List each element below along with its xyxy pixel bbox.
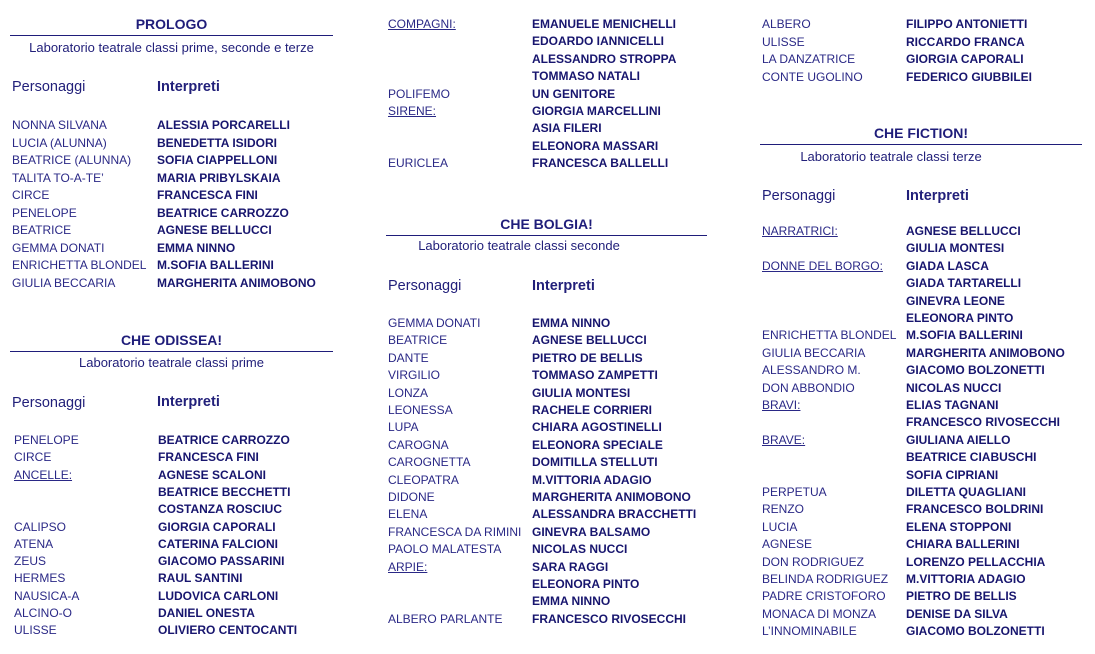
character-name: BEATRICE — [388, 333, 448, 347]
performer-name: ALESSIA PORCARELLI — [157, 118, 290, 132]
character-name: EURICLEA — [388, 156, 449, 170]
character-name: CLEOPATRA — [388, 473, 459, 487]
performer-name: AGNESE BELLUCCI — [157, 223, 272, 237]
performer-name: M.VITTORIA ADAGIO — [906, 572, 1026, 586]
character-name: VIRGILIO — [388, 368, 441, 382]
bolgia-header-role: Personaggi — [388, 278, 462, 294]
character-name: PERPETUA — [762, 485, 827, 499]
character-name: SIRENE: — [388, 104, 437, 118]
performer-name: GIULIA MONTESI — [906, 241, 1005, 255]
character-name: DON RODRIGUEZ — [762, 555, 864, 569]
performer-name: FRANCESCO RIVOSECCHI — [532, 612, 687, 626]
character-name: CALIPSO — [14, 520, 67, 534]
performer-name: UN GENITORE — [532, 87, 616, 101]
performer-name: FRANCESCO BOLDRINI — [906, 502, 1044, 516]
performer-name: GINEVRA LEONE — [906, 294, 1005, 308]
performer-name: GINEVRA BALSAMO — [532, 525, 651, 539]
fiction-rule — [760, 144, 1082, 145]
performer-name: GIACOMO BOLZONETTI — [906, 624, 1045, 638]
performer-name: CATERINA FALCIONI — [158, 537, 278, 551]
performer-name: ASIA FILERI — [532, 121, 602, 135]
character-name: L’INNOMINABILE — [762, 624, 857, 638]
odissea-rule — [10, 351, 333, 352]
performer-name: TOMMASO ZAMPETTI — [532, 368, 658, 382]
character-name: ZEUS — [14, 554, 47, 568]
performer-name: DANIEL ONESTA — [158, 606, 255, 620]
character-name: COMPAGNI: — [388, 17, 456, 31]
character-name: ENRICHETTA BLONDEL — [12, 258, 147, 272]
performer-name: CHIARA AGOSTINELLI — [532, 420, 662, 434]
character-name: ANCELLE: — [14, 468, 73, 482]
character-name: BEATRICE — [12, 223, 72, 237]
performer-name: GIULIANA AIELLO — [906, 433, 1011, 447]
character-name: LEONESSA — [388, 403, 453, 417]
character-name: ALESSANDRO M. — [762, 363, 861, 377]
character-name: ENRICHETTA BLONDEL — [762, 328, 897, 342]
fiction-subtitle: Laboratorio teatrale classi terze — [800, 149, 982, 164]
performer-name: FILIPPO ANTONIETTI — [906, 17, 1028, 31]
performer-name: ALESSANDRO STROPPA — [532, 52, 677, 66]
performer-name: CHIARA BALLERINI — [906, 537, 1020, 551]
performer-name: BEATRICE CARROZZO — [158, 433, 290, 447]
performer-name: GIORGIA CAPORALI — [906, 52, 1024, 66]
bolgia-subtitle: Laboratorio teatrale classi seconde — [418, 238, 620, 253]
performer-name: LUDOVICA CARLONI — [158, 589, 279, 603]
prologo-title: PROLOGO — [135, 16, 208, 32]
prologo-header-role: Personaggi — [12, 79, 86, 95]
performer-name: AGNESE BELLUCCI — [906, 224, 1021, 238]
performer-name: GIORGIA MARCELLINI — [532, 104, 661, 118]
performer-name: FRANCESCA BALLELLI — [532, 156, 669, 170]
performer-name: ELEONORA PINTO — [532, 577, 640, 591]
character-name: ALBERO — [762, 17, 811, 31]
performer-name: SOFIA CIAPPELLONI — [157, 153, 278, 167]
character-name: LUPA — [388, 420, 419, 434]
odissea-title: CHE ODISSEA! — [120, 332, 223, 348]
character-name: BEATRICE (ALUNNA) — [12, 153, 132, 167]
performer-name: SARA RAGGI — [532, 560, 609, 574]
character-name: BELINDA RODRIGUEZ — [762, 572, 889, 586]
performer-name: FRANCESCO RIVOSECCHI — [906, 415, 1061, 429]
performer-name: FRANCESCA FINI — [157, 188, 258, 202]
character-name: ARPIE: — [388, 560, 428, 574]
character-name: ALCINO-O — [14, 606, 73, 620]
performer-name: TOMMASO NATALI — [532, 69, 640, 83]
character-name: NARRATRICI: — [762, 224, 838, 238]
character-name: LA DANZATRICE — [762, 52, 856, 66]
performer-name: COSTANZA ROSCIUC — [158, 502, 282, 516]
performer-name: ELIAS TAGNANI — [906, 398, 999, 412]
character-name: GEMMA DONATI — [388, 316, 481, 330]
bolgia-title: CHE BOLGIA! — [500, 216, 593, 232]
performer-name: NICOLAS NUCCI — [532, 542, 628, 556]
fiction-header-role: Personaggi — [762, 188, 836, 204]
performer-name: GIADA LASCA — [906, 259, 989, 273]
character-name: ALBERO PARLANTE — [388, 612, 503, 626]
performer-name: PIETRO DE BELLIS — [532, 351, 643, 365]
character-name: NAUSICA-A — [14, 589, 80, 603]
character-name: CAROGNA — [388, 438, 449, 452]
performer-name: EMMA NINNO — [532, 594, 611, 608]
character-name: CIRCE — [12, 188, 50, 202]
performer-name: EMMA NINNO — [532, 316, 611, 330]
performer-name: GIULIA MONTESI — [532, 386, 631, 400]
performer-name: SOFIA CIPRIANI — [906, 468, 999, 482]
character-name: LONZA — [388, 386, 429, 400]
character-name: MONACA DI MONZA — [762, 607, 877, 621]
character-name: BRAVE: — [762, 433, 806, 447]
character-name: GEMMA DONATI — [12, 241, 105, 255]
character-name: CONTE UGOLINO — [762, 70, 863, 84]
performer-name: M.VITTORIA ADAGIO — [532, 473, 652, 487]
character-name: ATENA — [14, 537, 54, 551]
odissea-header-role: Personaggi — [12, 395, 86, 411]
performer-name: MARGHERITA ANIMOBONO — [157, 276, 316, 290]
prologo-subtitle: Laboratorio teatrale classi prime, seconde e terze — [29, 40, 314, 55]
performer-name: EDOARDO IANNICELLI — [532, 34, 664, 48]
performer-name: ELEONORA MASSARI — [532, 139, 659, 153]
character-name: DANTE — [388, 351, 429, 365]
character-name: ULISSE — [762, 35, 805, 49]
performer-name: MARIA PRIBYLSKAIA — [157, 171, 281, 185]
performer-name: FRANCESCA FINI — [158, 450, 259, 464]
odissea-subtitle: Laboratorio teatrale classi prime — [79, 355, 264, 370]
character-name: BRAVI: — [762, 398, 801, 412]
fiction-header-actor: Interpreti — [906, 188, 969, 204]
performer-name: DILETTA QUAGLIANI — [906, 485, 1026, 499]
performer-name: RACHELE CORRIERI — [532, 403, 653, 417]
character-name: PAOLO MALATESTA — [388, 542, 502, 556]
performer-name: PIETRO DE BELLIS — [906, 589, 1017, 603]
odissea-header-actor: Interpreti — [157, 394, 220, 410]
bolgia-header-actor: Interpreti — [532, 278, 595, 294]
character-name: DONNE DEL BORGO: — [762, 259, 883, 273]
character-name: DON ABBONDIO — [762, 381, 855, 395]
performer-name: ELEONORA SPECIALE — [532, 438, 663, 452]
performer-name: ELENA STOPPONI — [906, 520, 1012, 534]
character-name: NONNA SILVANA — [12, 118, 107, 132]
performer-name: BEATRICE CARROZZO — [157, 206, 289, 220]
performer-name: FEDERICO GIUBBILEI — [906, 70, 1033, 84]
performer-name: OLIVIERO CENTOCANTI — [158, 623, 298, 637]
character-name: HERMES — [14, 571, 66, 585]
performer-name: EMMA NINNO — [157, 241, 236, 255]
performer-name: M.SOFIA BALLERINI — [906, 328, 1023, 342]
prologo-header-actor: Interpreti — [157, 79, 220, 95]
performer-name: RAUL SANTINI — [158, 571, 243, 585]
performer-name: GIORGIA CAPORALI — [158, 520, 276, 534]
performer-name: BEATRICE BECCHETTI — [158, 485, 291, 499]
performer-name: ELEONORA PINTO — [906, 311, 1014, 325]
fiction-title: CHE FICTION! — [873, 125, 969, 141]
character-name: TALITA TO-A-TE’ — [12, 171, 104, 185]
character-name: GIULIA BECCARIA — [12, 276, 116, 290]
character-name: GIULIA BECCARIA — [762, 346, 866, 360]
performer-name: MARGHERITA ANIMOBONO — [906, 346, 1065, 360]
character-name: ULISSE — [14, 623, 57, 637]
bolgia-rule — [386, 235, 707, 236]
character-name: FRANCESCA DA RIMINI — [388, 525, 522, 539]
character-name: CAROGNETTA — [388, 455, 471, 469]
character-name: PENELOPE — [14, 433, 79, 447]
performer-name: GIACOMO PASSARINI — [158, 554, 285, 568]
character-name: AGNESE — [762, 537, 813, 551]
performer-name: GIACOMO BOLZONETTI — [906, 363, 1045, 377]
prologo-rule — [10, 35, 333, 36]
character-name: DIDONE — [388, 490, 435, 504]
performer-name: RICCARDO FRANCA — [906, 35, 1025, 49]
performer-name: GIADA TARTARELLI — [906, 276, 1022, 290]
performer-name: LORENZO PELLACCHIA — [906, 555, 1046, 569]
performer-name: EMANUELE MENICHELLI — [532, 17, 676, 31]
character-name: LUCIA — [762, 520, 798, 534]
character-name: LUCIA (ALUNNA) — [12, 136, 107, 150]
performer-name: BEATRICE CIABUSCHI — [906, 450, 1037, 464]
performer-name: DOMITILLA STELLUTI — [532, 455, 658, 469]
performer-name: DENISE DA SILVA — [906, 607, 1008, 621]
character-name: POLIFEMO — [388, 87, 451, 101]
character-name: RENZO — [762, 502, 804, 516]
performer-name: AGNESE SCALONI — [158, 468, 267, 482]
character-name: PADRE CRISTOFORO — [762, 589, 886, 603]
character-name: ELENA — [388, 507, 428, 521]
performer-name: AGNESE BELLUCCI — [532, 333, 647, 347]
character-name: PENELOPE — [12, 206, 77, 220]
performer-name: MARGHERITA ANIMOBONO — [532, 490, 691, 504]
performer-name: BENEDETTA ISIDORI — [157, 136, 278, 150]
performer-name: ALESSANDRA BRACCHETTI — [532, 507, 697, 521]
character-name: CIRCE — [14, 450, 52, 464]
performer-name: M.SOFIA BALLERINI — [157, 258, 274, 272]
performer-name: NICOLAS NUCCI — [906, 381, 1002, 395]
